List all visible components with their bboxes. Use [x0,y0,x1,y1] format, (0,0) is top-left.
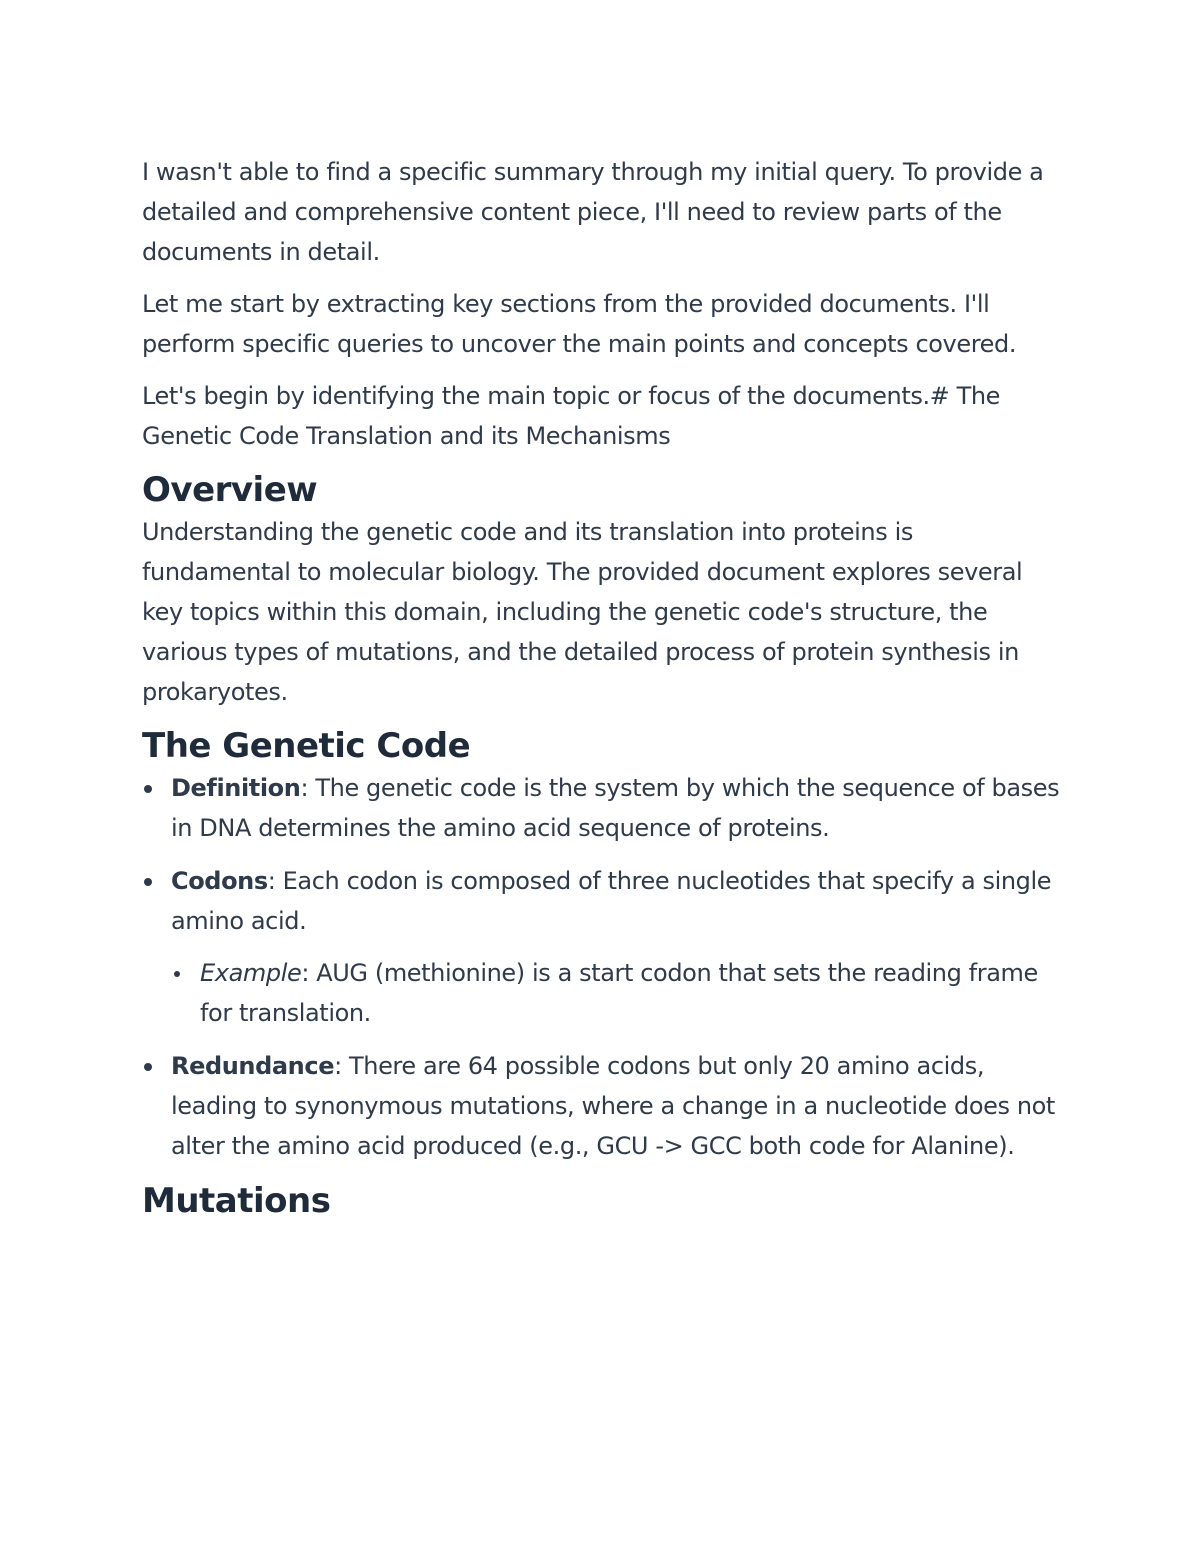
overview-heading: Overview [142,470,318,510]
definition-separator: : [300,774,316,802]
genetic-code-heading: The Genetic Code [142,726,471,766]
example-separator: : [301,959,317,987]
codons-sub-list [171,953,1067,1033]
redundance-separator: : [334,1052,349,1080]
genetic-code-list [142,768,1067,1166]
codons-term: Codons [171,867,268,895]
overview-paragraph: Understanding the genetic code and its translation into proteins is fundamental to molecular biology. The provided document explores several key topics within this domain, including the genetic code's structure, the various types of mutations, and the detailed process of protein synthesis in prokaryotes. [142,518,1023,706]
example-text: AUG (methionine) is a start codon that sets the reading frame for translation. [200,959,1038,1027]
intro-paragraph-2: Let me start by extracting key sections from the provided documents. I'll perform specific queries to uncover the main points and concepts covered. [142,290,1017,358]
mutations-heading: Mutations [142,1181,331,1221]
list-item-example [171,953,1067,1033]
redundance-term: Redundance [171,1052,335,1080]
codons-separator: : [267,867,283,895]
definition-term: Definition [171,774,301,802]
redundance-text: There are 64 possible codons but only 20 amino acids, leading to synonymous mutations, where a change in a nucleotide does not alter the amino acid produced (e.g., GCU -> GCC both code for Alanine). [171,1052,1055,1160]
document-page [142,152,1067,1223]
example-term: Example [200,959,302,987]
intro-paragraph-1: I wasn't able to find a specific summary through my initial query. To provide a detailed and comprehensive content piece, I'll need to review parts of the documents in detail. [142,158,1044,266]
list-item-codons [142,861,1067,1033]
list-item-definition [142,768,1067,848]
intro-paragraph-3: Let's begin by identifying the main topic or focus of the documents.# The Genetic Code Translation and its Mechanisms [142,382,1001,450]
definition-text: The genetic code is the system by which the sequence of bases in DNA determines the amino acid sequence of proteins. [171,774,1060,842]
list-item-redundance [142,1046,1067,1166]
codons-text: Each codon is composed of three nucleotides that specify a single amino acid. [171,867,1052,935]
